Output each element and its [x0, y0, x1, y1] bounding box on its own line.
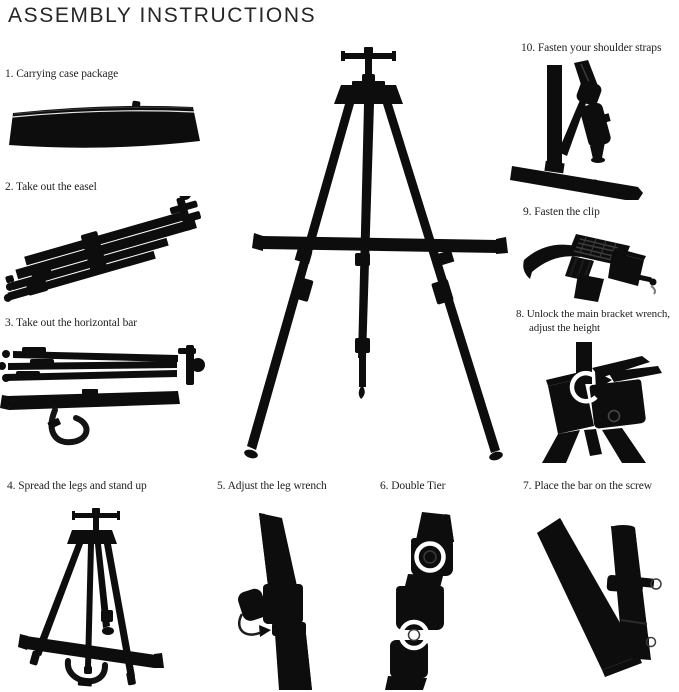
- main-bracket-illustration: [518, 342, 668, 463]
- bar-on-screw-illustration: [523, 500, 675, 690]
- horizontal-bar-illustration: [0, 344, 218, 456]
- step-3-label: 3. Take out the horizontal bar: [5, 317, 138, 329]
- step-2-label: 2. Take out the easel: [5, 181, 97, 193]
- easel-standing-illustration: [8, 498, 203, 692]
- carrying-case-illustration: [4, 96, 204, 158]
- step-6-label: 6. Double Tier: [380, 480, 446, 492]
- page-title: ASSEMBLY INSTRUCTIONS: [8, 4, 317, 27]
- clip-illustration: [518, 226, 666, 304]
- step-8-label: 8. Unlock the main bracket wrench, adjust the height: [516, 308, 670, 335]
- step-9-label: 9. Fasten the clip: [523, 206, 600, 218]
- assembled-easel-illustration: [242, 38, 508, 466]
- folded-easel-illustration: [0, 196, 215, 318]
- step-4-label: 4. Spread the legs and stand up: [7, 480, 147, 492]
- step-5-label: 5. Adjust the leg wrench: [217, 480, 327, 492]
- double-tier-illustration: [383, 500, 498, 690]
- step-10-label: 10. Fasten your shoulder straps: [521, 42, 662, 54]
- shoulder-strap-illustration: [510, 58, 668, 200]
- leg-wrench-illustration: [238, 500, 343, 690]
- step-7-label: 7. Place the bar on the screw: [523, 480, 652, 492]
- step-1-label: 1. Carrying case package: [5, 68, 119, 80]
